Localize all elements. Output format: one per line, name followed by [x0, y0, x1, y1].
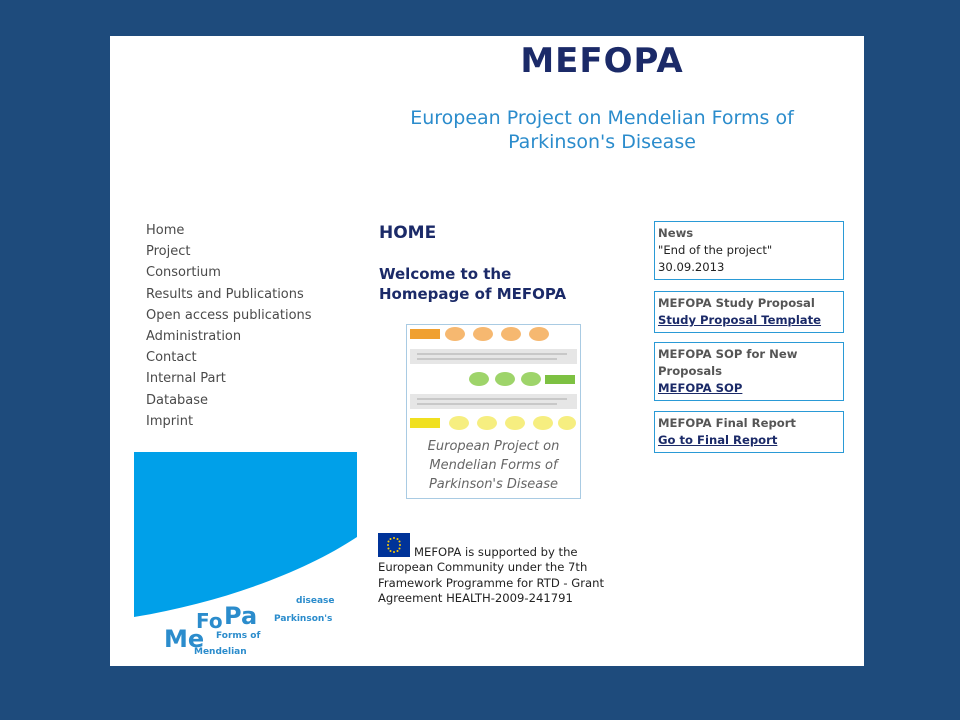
subtitle-line-1: European Project on Mendelian Forms of — [410, 107, 794, 129]
svg-text:Fo: Fo — [196, 609, 223, 633]
project-diagram-figure — [406, 324, 581, 499]
nav-item-imprint[interactable]: Imprint — [146, 413, 194, 429]
nav-item-project[interactable]: Project — [146, 244, 191, 260]
logo-word-disease: disease — [296, 596, 335, 606]
figure-caption-line-2: Mendelian Forms of — [429, 458, 558, 473]
logo-letters: Me — [164, 625, 205, 653]
main-nav — [146, 220, 312, 432]
news-item-date: 30.09.2013 — [658, 260, 725, 274]
nav-item-consortium[interactable]: Consortium — [146, 265, 221, 281]
logo-word-forms: Forms of — [216, 631, 261, 641]
nav-item-internal[interactable]: Internal Part — [146, 371, 226, 387]
site-subtitle — [380, 106, 824, 154]
news-box — [654, 221, 844, 280]
logo-blue-shape — [134, 452, 357, 617]
svg-text:Pa: Pa — [224, 602, 258, 630]
final-report-link[interactable]: Go to Final Report — [658, 433, 778, 447]
nav-item-home[interactable]: Home — [146, 223, 185, 238]
welcome-line-1: Welcome to the — [379, 265, 512, 283]
study-proposal-template-link[interactable]: Study Proposal Template — [658, 313, 822, 327]
news-item-text: "End of the project" — [658, 243, 773, 257]
sop-box-title: MEFOPA SOP for New Proposals — [658, 347, 798, 378]
study-proposal-box — [654, 291, 844, 333]
sop-box — [654, 342, 844, 401]
mefopa-sop-link[interactable]: MEFOPA SOP — [658, 381, 743, 395]
nav-item-results[interactable]: Results and Publications — [146, 286, 304, 302]
logo-graphic — [134, 452, 357, 657]
logo-word-parkinsons: Parkinson's — [274, 614, 333, 624]
page-heading: HOME — [379, 223, 437, 243]
project-diagram-image — [407, 325, 580, 435]
final-report-box — [654, 411, 844, 453]
funding-statement: MEFOPA is supported by the European Community under the 7th Framework Programme for RTD - Grant Agreement HEALTH-2009-241791 — [378, 545, 605, 605]
nav-item-open-access[interactable]: Open access publications — [146, 307, 312, 323]
site-title: MEFOPA — [520, 41, 684, 81]
nav-item-database[interactable]: Database — [146, 392, 209, 408]
final-report-title: MEFOPA Final Report — [658, 416, 796, 430]
welcome-line-2: Homepage of MEFOPA — [379, 285, 567, 303]
page — [110, 36, 864, 666]
study-proposal-title: MEFOPA Study Proposal — [658, 296, 815, 310]
nav-item-contact[interactable]: Contact — [146, 350, 197, 366]
figure-caption-line-3: Parkinson's Disease — [428, 477, 559, 492]
figure-caption — [407, 437, 580, 494]
mefopa-logo — [134, 452, 357, 657]
figure-caption-line-1: European Project on — [427, 439, 560, 454]
news-box-title: News — [658, 226, 694, 240]
welcome-heading — [379, 264, 579, 304]
nav-item-administration[interactable]: Administration — [146, 329, 242, 345]
logo-word-mendelian: Mendelian — [194, 647, 247, 657]
subtitle-line-2: Parkinson's Disease — [508, 131, 696, 153]
